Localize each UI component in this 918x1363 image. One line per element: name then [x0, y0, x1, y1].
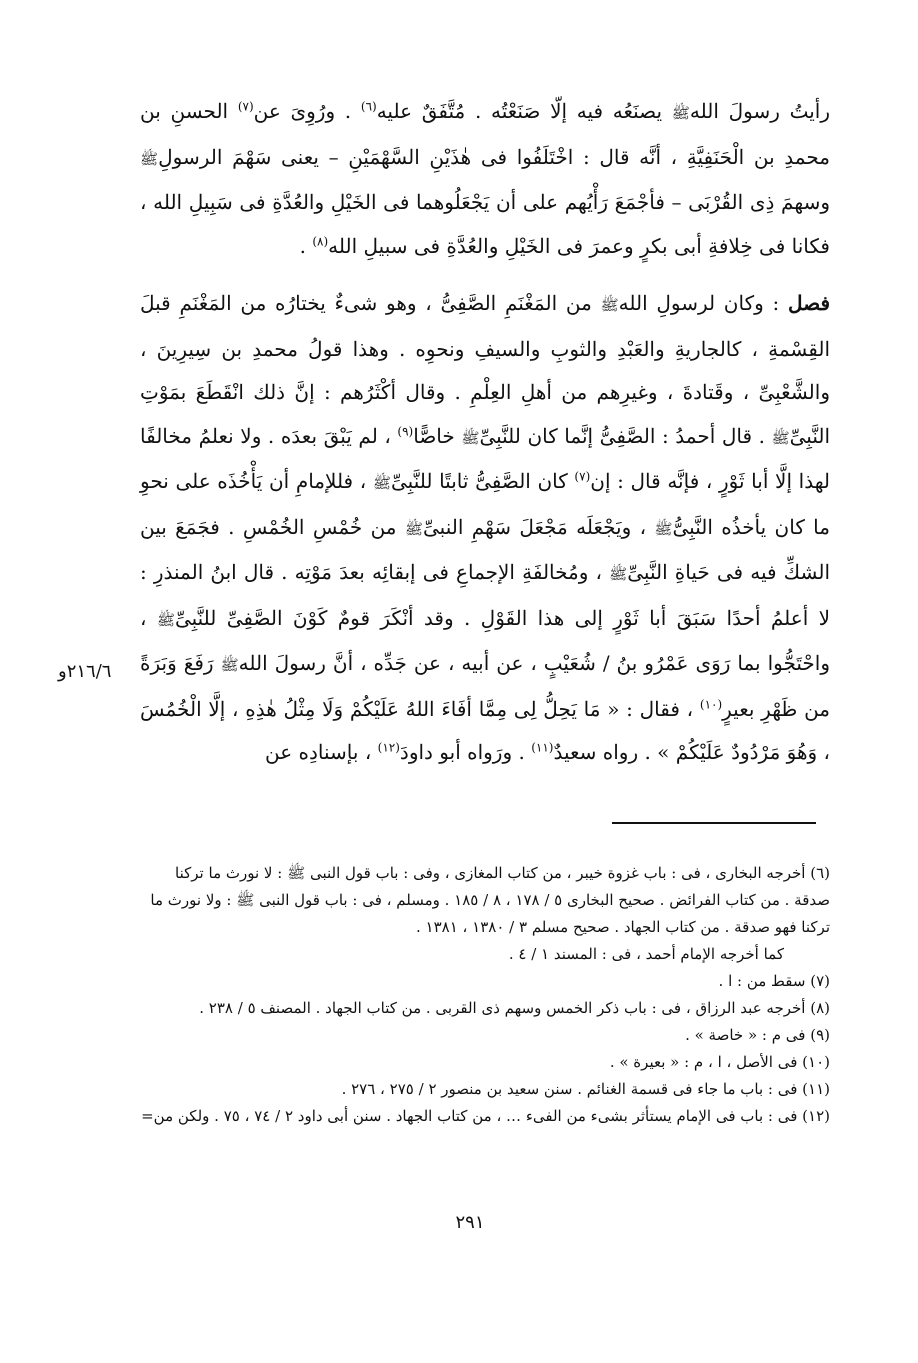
- text-run: .: [299, 233, 313, 258]
- text-run: . ورُوِىَ عن: [253, 99, 361, 123]
- footnotes-section: [140, 860, 830, 1130]
- manuscript-folio-note: ٢١٦/٦و: [58, 661, 112, 682]
- honorific-glyph: ﷺ: [600, 296, 619, 314]
- text-run: ، لم يَبْقَ بعدَه . ولا نعلمُ مخالفًا لهذا إلَّا أبا ثَوْرٍ ، فإنَّه قال : إن: [140, 423, 831, 493]
- text-run: ، فقال : « مَا يَحِلُّ لِى مِمَّا أفَاءَ اللهُ عَلَيْكُمْ وَلَا مِثْلُ هٰذِهِ ، إلَّا الْخُمُسَ ، وَهُوَ مَرْدُودٌ عَلَيْكُمْ » . رواه سعيدٌ: [140, 696, 830, 764]
- text-run: وسهمَ ذِى القُرْبَى – فأجْمَعَ رَأْيُهم على أن يَجْعَلُوهما فى الخَيْلِ والعُدَّةِ فى سَبِيلِ الله ، فكانا فى خِلافةِ أبى بكرٍ وعمرَ فى الخَيْلِ والعُدَّةِ فى سبيلِ الله: [140, 190, 830, 258]
- footnote-ref-8[interactable]: (٨): [312, 233, 329, 248]
- footnote-10: (١٠) فى الأصل ، ا ، م : « بعيرة » .: [609, 1053, 830, 1071]
- text-run: الحسنِ بن محمدِ بن الْحَنَفِيَّةِ ، أنَّه قال : اخْتَلَفُوا فى هٰذَيْنِ السَّهْمَيْنِ – يعنى سَهْمَ الرسولِ: [140, 99, 830, 169]
- honorific-glyph: ﷺ: [609, 565, 628, 583]
- text-run: ، واحْتَجُّوا بما رَوَى عَمْرُو بنُ / شُعَيْبٍ ، عن أبيه ، عن جَدِّه ، أنَّ رسولَ الله: [140, 605, 830, 675]
- text-run: . ورَواه أبو داودَ: [399, 740, 532, 764]
- footnote-9: (٩) فى م : « خاصة » .: [685, 1026, 830, 1044]
- footnote-ref-10[interactable]: (١٠): [699, 696, 723, 711]
- footnote-ref-12[interactable]: (١٢): [377, 740, 400, 755]
- footnote-ref-6[interactable]: (٦): [360, 99, 377, 114]
- paragraph-1: [140, 90, 830, 268]
- honorific-glyph: ﷺ: [372, 474, 391, 492]
- footnote-separator-rule: [612, 822, 816, 824]
- text-run: . قال أحمدُ : الصَّفِىُّ إنَّما كان للنَّبِىِّ: [479, 423, 772, 448]
- text-run: يصنَعُه فيه إلّا صَنَعْتُه . مُتَّفَقٌ عليه: [376, 99, 672, 123]
- footnote-11: (١١) فى : باب ما جاء فى قسمة الغنائم . سنن سعيد بن منصور ٢ / ٢٧٥ ، ٢٧٦ .: [341, 1080, 830, 1098]
- text-run: : وكان لرسولِ الله: [618, 291, 788, 315]
- text-run: ، ومُخالفَةِ الإجماعِ فى إبقائِه بعدَ مَوْتِه . قال ابنُ المنذرِ : لا أعلمُ أحدًا سَبَقَ أبا ثَوْرٍ إلى هذا القَوْلِ . وقد أنْكَرَ قومٌ كَوْنَ الصَّفِىِّ للنَّبِىِّ: [140, 560, 831, 630]
- text-run: ، ويَجْعَلَه مَجْعَلَ سَهْمِ النبىِّ: [423, 514, 655, 539]
- text-run: من المَغْنَمِ الصَّفِىُّ ، وهو شىءٌ يختارُه من المَغْنَمِ قبلَ القِسْمةِ ، كالجاريةِ والعَبْدِ والثوبِ والسيفِ ونحوِه . وهذا قولُ محمدِ بن سِيرِينَ ، والشَّعْبِىِّ ، وقَتادةَ ، وغيرِهم من أهلِ العِلْمِ . وقال أكْثَرُهم : إنَّ ذلك انْقَطَعَ بمَوْتِ النَّبِىِّ: [140, 291, 830, 448]
- text-run: رَفَعَ وَبَرَةً من ظَهْرِ بعيرٍ: [140, 651, 831, 721]
- honorific-glyph: ﷺ: [156, 610, 175, 629]
- honorific-glyph: ﷺ: [461, 428, 480, 447]
- footnote-12: (١٢) فى : باب فى الإمام يستأثر بشىء من الفىء … ، من كتاب الجهاد . سنن أبى داود ٢ / ٧٤ ، ٧٥ . ولكن من=: [141, 1107, 830, 1125]
- footnote-ref-7-second[interactable]: (٧): [574, 469, 591, 484]
- honorific-glyph: ﷺ: [654, 519, 673, 538]
- text-run: ، بإسنادِه عن: [265, 740, 378, 764]
- honorific-glyph: ﷺ: [220, 656, 239, 674]
- section-heading-fasl: فصل: [787, 291, 831, 315]
- paragraph-2: [140, 282, 830, 775]
- text-run: ، فللإمامِ أن يَأْخُذَه على نحوِ ما كان يأخذُه النَّبِىُّ: [140, 469, 830, 539]
- honorific-glyph: ﷺ: [771, 428, 790, 447]
- page-number: ٢٩١: [455, 1212, 485, 1233]
- footnote-ref-7[interactable]: (٧): [237, 99, 254, 114]
- footnote-ref-11[interactable]: (١١): [531, 740, 554, 755]
- text-run: خاصًّا: [413, 423, 462, 448]
- footnote-6-continuation: كما أخرجه الإمام أحمد ، فى : المسند ١ / ٤ .: [508, 945, 784, 963]
- honorific-glyph: ﷺ: [671, 104, 690, 122]
- text-run: من خُمْسِ الخُمْسِ . فجَمَعَ بين الشكِّ فيه فى حَياةِ النَّبِىِّ: [140, 514, 831, 584]
- footnote-ref-9[interactable]: (٩): [397, 423, 414, 438]
- honorific-glyph: ﷺ: [140, 149, 159, 168]
- text-run: رأيتُ رسولَ الله: [689, 99, 830, 123]
- footnote-7: (٧) سقط من : ا .: [718, 972, 830, 990]
- footnote-6: (٦) أخرجه البخارى ، فى : باب غزوة خيبر ، من كتاب المغازى ، وفى : باب قول النبى ﷺ : لا نورث ما تركنا صدقة . من كتاب الفرائض . صحيح البخارى ٥ / ١٧٨ ، ٨ / ١٨٥ . ومسلم ، فى : باب قول النبى ﷺ : ولا نورث ما تركنا فهو صدقة . من كتاب الجهاد . صحيح مسلم ٣ / ١٣٨٠ ، ١٣٨١ .: [150, 864, 830, 936]
- main-text: [140, 90, 830, 775]
- text-run: كان الصَّفِىُّ ثابتًا للنَّبِىِّ: [390, 469, 575, 493]
- honorific-glyph: ﷺ: [404, 519, 423, 538]
- footnote-8: (٨) أخرجه عبد الرزاق ، فى : باب ذكر الخمس وسهم ذى القربى . من كتاب الجهاد . المصنف ٥ / ٢٣٨ .: [199, 999, 830, 1017]
